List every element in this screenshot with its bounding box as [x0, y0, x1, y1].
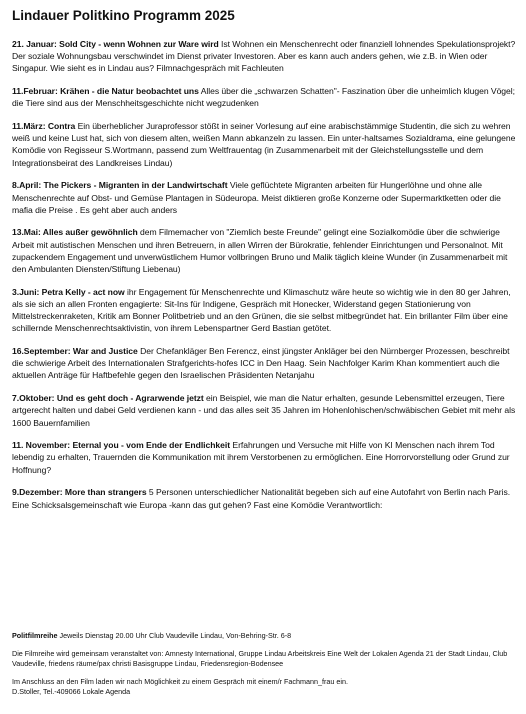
program-entry-april	[12, 179, 516, 216]
entry-description: Ist Wohnen ein Menschenrecht oder finanziell lohnendes Spekulationsprojekt? Der soziale Wohnungsbau verschwindet im Dienst privater Investoren. Aber es kann auch anders gehen, wie z.B. in Wien oder Singapur. Wie sieht es in Lindau aus? Filmnachgespräch mit Fachleuten	[12, 39, 516, 74]
entry-heading: 7.Oktober: Und es geht doch - Agrarwende jetzt	[12, 393, 204, 404]
program-entry-december	[12, 486, 516, 510]
program-entry-january	[12, 38, 516, 75]
entry-description: 5 Personen unterschiedlicher Nationalität begeben sich auf eine Autofahrt von Berlin nach Paris. Eine Schicksalsgemeinschaft wie Europa -kann das gut gehen? Fast eine Komödie Verantwortlich:	[12, 487, 511, 510]
entry-description: ein Beispiel, wie man die Natur erhalten, gesunde Lebensmittel erzeugen, Tiere artgerecht halten und dabei Geld verdienen kann - und das alles seit 35 Jahren im Hohenlohischen/schwäbischen Gebiet mit mehr als 1600 Bauernfamilien	[12, 393, 516, 428]
program-entry-march	[12, 120, 516, 169]
entry-heading: 11.Februar: Krähen - die Natur beobachtet uns	[12, 86, 199, 97]
entry-description: Alles über die „schwarzen Schatten"- Faszination über die unheimlich klugen Vögel; die Tiere sind aus der Menschheitsgeschichte nicht wegzudenken	[12, 86, 515, 109]
entry-heading: 8.April: The Pickers - Migranten in der Landwirtschaft	[12, 180, 228, 191]
entry-description: Viele geflüchtete Migranten arbeiten für Hungerlöhne und ohne alle Menschenrechte auf Obst- und Gemüse Plantagen in Südeuropa. Meist diktieren große Konzerne oder Supermarktketten oder die mafia die Preise . Es geht aber auch anders	[12, 180, 501, 215]
program-entry-october	[12, 392, 516, 429]
entry-heading: 16.September: War and Justice	[12, 346, 138, 357]
organizers-text: Die Filmreihe wird gemeinsam veranstaltet von: Amnesty International, Gruppe Lindau Arbeitskreis Eine Welt der Lokalen Agenda 21 der Stadt Lindau, Club Vaudeville, friedens räume/pax christi Basisgruppe Lindau, Friedensregion-Bodensee	[12, 649, 508, 668]
entry-heading: 11. November: Eternal you - vom Ende der Endlichkeit	[12, 440, 231, 451]
entry-description: Erfahrungen und Versuche mit Hilfe von KI Menschen nach ihrem Tod lebendig zu erhalten, Trauernden die Kommunikation mit ihrem Verstorbenen zu ermöglichen. Eine Horrorvorstellung oder Grund zur Hoffnung?	[12, 440, 510, 475]
page-title: Lindauer Politkino Programm 2025	[12, 8, 235, 23]
entry-description: Der Chefankläger Ben Ferencz, einst jüngster Ankläger bei den Nürnberger Prozessen, beschreibt die schwierige Arbeit des Internationalen Strafgerichts-hofes ICC in Den Haag. Sein Nachfolger Karim Khan kommentiert auch die aktuellen Anträge für Haftbefehle gegen den Israelischen Präsidenten Netanjahu	[12, 346, 510, 381]
entry-description: Ein überheblicher Juraprofessor stößt in seiner Vorlesung auf eine arabischstämmige Studentin, die sich zu wehren weiß und keine Lust hat, sich von diesem alten, weißen Mann abkanzeln zu lassen. Ein unter-haltsames Sozialdrama, eine gelungene Komödie von Regisseur S.Wortmann, passend zum Weltfrauentag (in Zusammenarbeit mit der Gleichstellungsstelle und dem Integrationsbeirat des Landkreises Lindau)	[12, 121, 516, 168]
entry-heading: 13.Mai: Alles außer gewöhnlich	[12, 227, 138, 238]
entry-description: dem Filmemacher von "Ziemlich beste Freunde" gelingt eine Sozialkomödie über die schwierige Arbeit mit autistischen Menschen und ihren Betreuern, in allen Wirren der Bürokratie, fehlender Einrichtungen und Personalnot. Mit zupackendem Engagement und unverwüstlichem Humor vollbringen Bruno und Malik täglich kleine Wunder (in Zusammenarbeit mit den Ambulanten Diensten/Stiftung Liebenau)	[12, 227, 508, 275]
series-info	[12, 631, 516, 641]
entry-heading: 3.Juni: Petra Kelly - act now	[12, 286, 125, 297]
entry-heading: 11.März: Contra	[12, 121, 76, 132]
contact-line: D.Stoller, Tel.-409066 Lokale Agenda	[12, 687, 131, 696]
program-entry-february	[12, 85, 516, 109]
entry-description: ihr Engagement für Menschenrechte und Klimaschutz wäre heute so wichtig wie in den 80 ger Jahren, als sie sich an allen Fronten engagierte: Sit-Ins für Indigene, Gespräch mit Honecker, Widerstand gegen Stationierung von Mittelstreckenraketen, Kritik am Bonner Politbetrieb und an den Grünen, die sie selbst mitbegründet hat. Ein brillanter Film über eine schillernde Menschenrechtsaktivistin, von ihrem Lebenspartner Gerd Bastian getötet.	[12, 286, 511, 334]
footer	[12, 631, 516, 705]
program-entry-november	[12, 439, 516, 476]
program-entry-september	[12, 345, 516, 382]
discussion-invite: Im Anschluss an den Film laden wir nach Möglichkeit zu einem Gespräch mit einem/r Fachmann_frau ein.	[12, 677, 348, 686]
program-entry-june	[12, 286, 516, 335]
entry-heading: 9.Dezember: More than strangers	[12, 487, 147, 498]
entry-heading: 21. Januar: Sold City - wenn Wohnen zur Ware wird	[12, 39, 219, 49]
series-details: Jeweils Dienstag 20.00 Uhr Club Vaudeville Lindau, Von-Behring-Str. 6-8	[57, 631, 292, 640]
program-entry-may	[12, 226, 516, 275]
series-label: Politfilmreihe	[12, 631, 58, 640]
